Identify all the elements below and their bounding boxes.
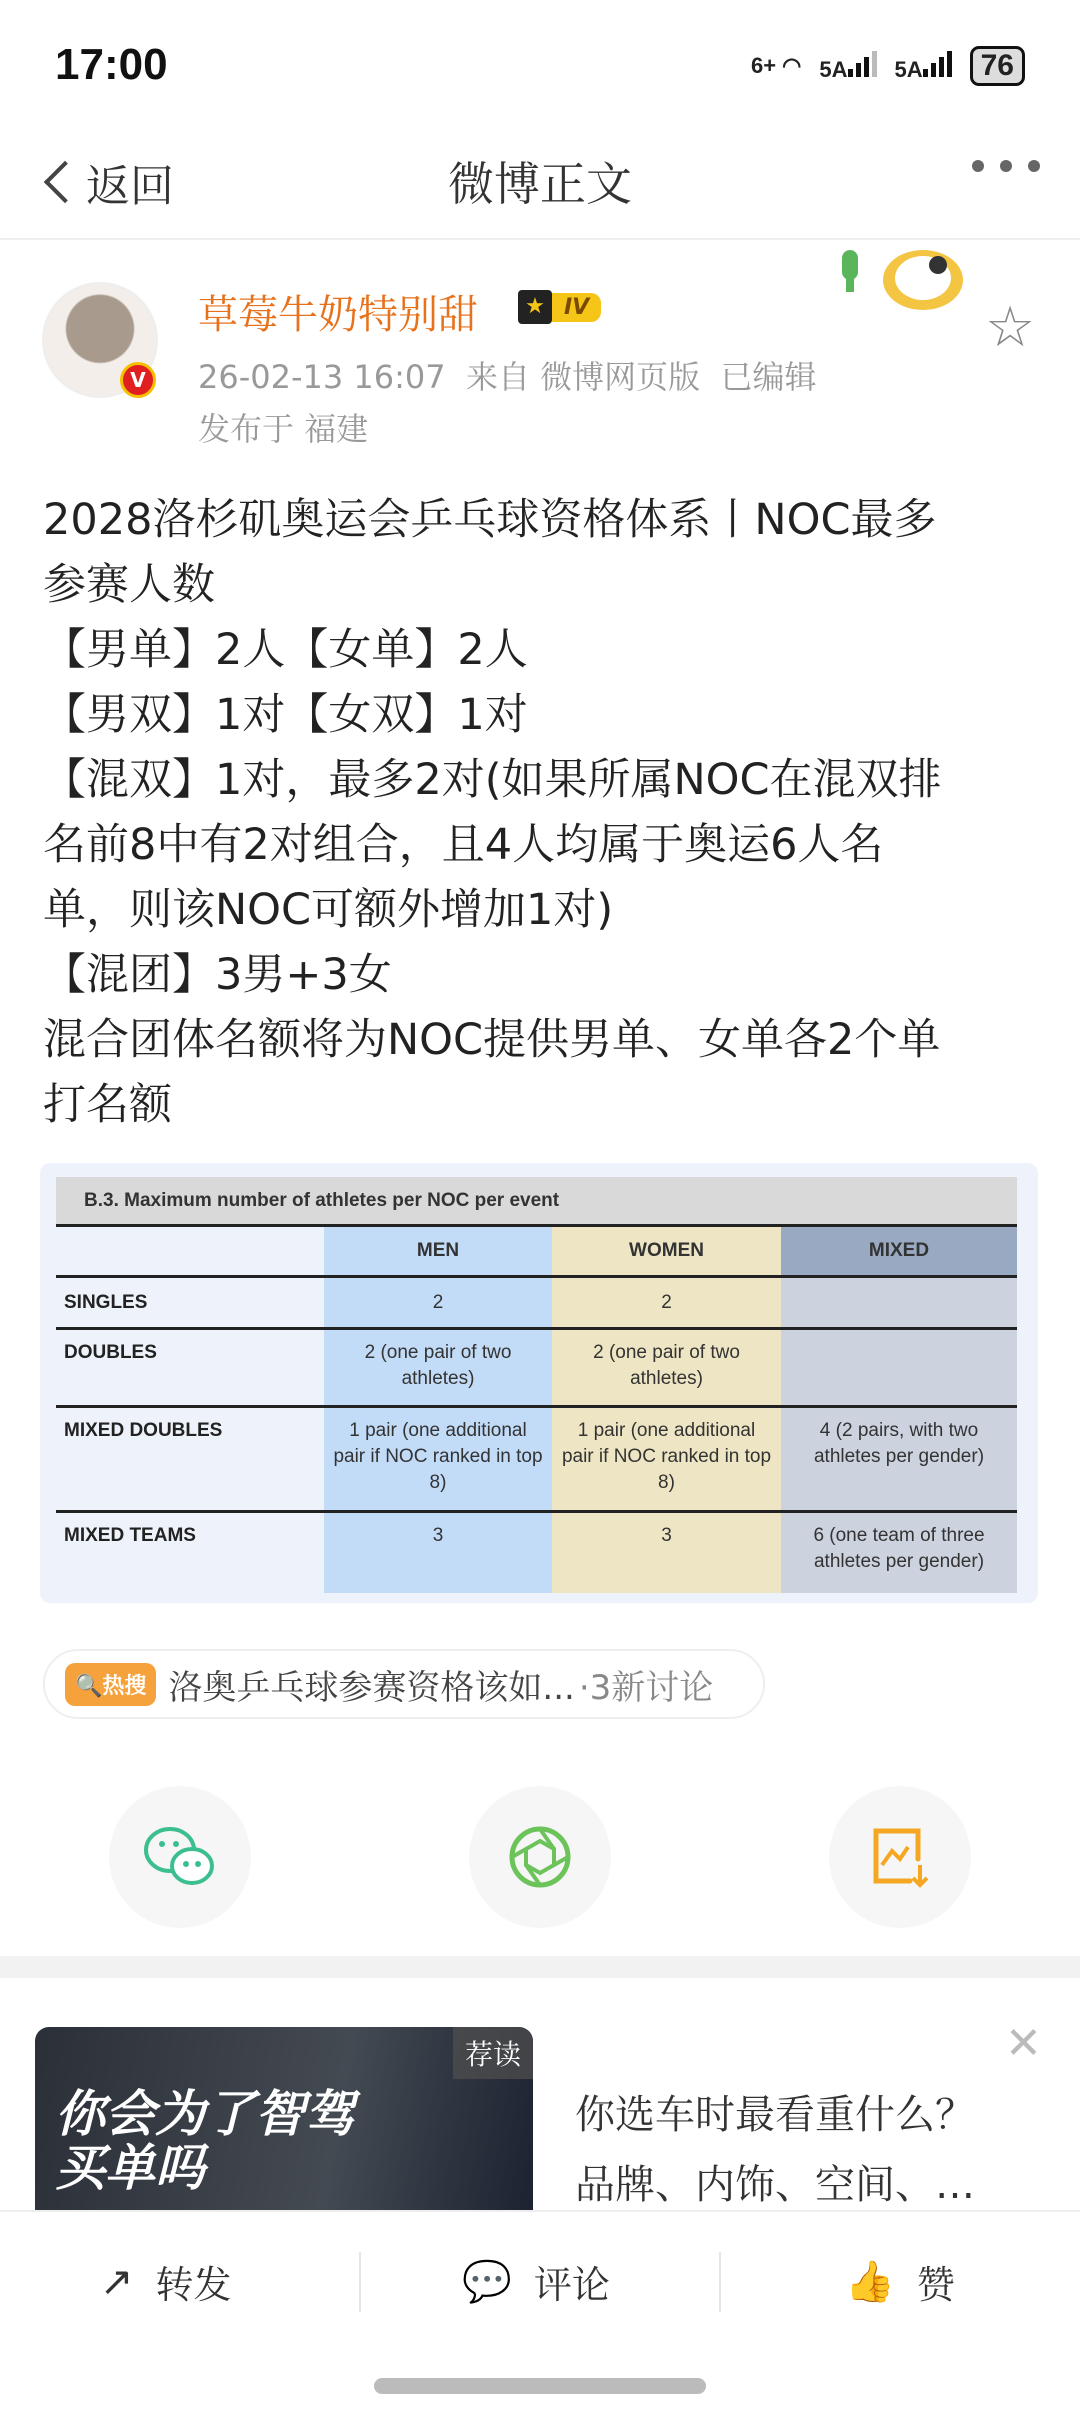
hot-search-count: ·3新讨论 <box>578 1667 714 1708</box>
thumbs-up-icon: 👍 <box>845 2259 895 2305</box>
verified-icon: V <box>120 362 156 398</box>
ad-title[interactable] <box>575 2080 975 2220</box>
table-cell: 2 (one pair of two athletes) <box>552 1330 781 1405</box>
bottom-action-bar <box>0 2210 1080 2360</box>
table-cell: 6 (one team of three athletes per gender) <box>781 1513 1017 1593</box>
table-cell: MIXED DOUBLES <box>64 1420 223 1441</box>
comment-button[interactable] <box>462 2254 610 2309</box>
comment-icon: 💬 <box>462 2259 512 2305</box>
post-body <box>43 488 942 1138</box>
star-icon[interactable]: ☆ <box>985 295 1036 360</box>
table-title: B.3. Maximum number of athletes per NOC per event <box>84 1189 560 1211</box>
signal-2-icon <box>895 49 952 83</box>
table-row <box>56 1513 1017 1593</box>
post-location: 发布于 福建 <box>198 410 369 448</box>
like-button[interactable] <box>845 2254 955 2309</box>
repost-button[interactable] <box>100 2254 232 2309</box>
table-cell: 1 pair (one additional pair if NOC ranked in top 8) <box>324 1408 552 1510</box>
table-cell: 3 <box>324 1513 552 1593</box>
wifi-icon: 6+ ◠ <box>750 53 802 78</box>
comment-label: 评论 <box>533 2263 610 2307</box>
close-icon[interactable]: ✕ <box>1005 2018 1042 2069</box>
hot-search-text: 洛奥乒乓球参赛资格该如... <box>168 1667 575 1708</box>
body-line: 打名额 <box>43 1080 172 1130</box>
table-cell: 4 (2 pairs, with two athletes per gender) <box>781 1408 1017 1510</box>
divider <box>719 2252 721 2312</box>
save-image-button[interactable] <box>829 1786 971 1928</box>
table-row <box>56 1408 1017 1513</box>
header-cell: MEN <box>324 1227 552 1275</box>
table-row <box>56 1278 1017 1330</box>
ad-tag: 荐读 <box>453 2027 533 2079</box>
table-cell: 2 <box>552 1278 781 1327</box>
repost-label: 转发 <box>155 2263 232 2307</box>
table-cell: DOUBLES <box>64 1342 157 1363</box>
signal-1-icon <box>819 49 876 83</box>
post-meta: 26-02-13 16:07 来自 微博网页版 已编辑 <box>198 358 817 396</box>
ad-headline-line: 买单吗 <box>55 2139 205 2197</box>
crown-icon: ★ <box>518 290 552 324</box>
hot-search-link[interactable] <box>43 1649 765 1719</box>
header-cell: MIXED <box>781 1227 1017 1275</box>
table-row <box>56 1330 1017 1408</box>
save-image-icon <box>870 1825 930 1889</box>
share-moments-button[interactable] <box>469 1786 611 1928</box>
share-wechat-button[interactable] <box>109 1786 251 1928</box>
hot-search-badge: 🔍热搜 <box>65 1663 156 1706</box>
section-divider <box>0 1956 1080 1978</box>
body-line: 单，则该NOC可额外增加1对) <box>43 885 614 935</box>
body-line: 参赛人数 <box>43 560 215 610</box>
body-line: 混合团体名额将为NOC提供男单、女单各2个单 <box>43 1015 941 1065</box>
divider <box>359 2252 361 2312</box>
header-cell: WOMEN <box>552 1227 781 1275</box>
table-cell: 3 <box>552 1513 781 1593</box>
table-cell <box>781 1330 1017 1405</box>
like-label: 赞 <box>916 2263 955 2307</box>
table-cell: 1 pair (one additional pair if NOC ranked in top 8) <box>552 1408 781 1510</box>
battery-icon: 76 <box>970 46 1025 86</box>
hot-badge-label: 热搜 <box>102 1673 147 1699</box>
more-dots-icon[interactable] <box>972 160 1040 172</box>
nav-bar <box>0 120 1080 240</box>
table-cell <box>781 1278 1017 1327</box>
body-line: 【混双】1对，最多2对(如果所属NOC在混双排 <box>43 755 942 805</box>
ad-image[interactable] <box>35 2027 533 2217</box>
wifi-label: 6+ <box>750 53 777 78</box>
ad-headline <box>55 2087 355 2195</box>
ad-title-line: 你选车时最看重什么？ <box>575 2092 975 2138</box>
username[interactable]: 草莓牛奶特别甜 <box>198 292 478 338</box>
table-header-row <box>56 1227 1017 1278</box>
ad-headline-line: 你会为了智驾 <box>55 2085 355 2143</box>
body-line: 【男单】2人【女单】2人 <box>43 625 528 675</box>
back-label: 返回 <box>86 161 174 212</box>
header-cell <box>56 1227 324 1275</box>
post-image-table[interactable] <box>40 1163 1038 1603</box>
signal-2-label: 5A <box>894 57 923 82</box>
table-cell: SINGLES <box>64 1291 148 1313</box>
table-cell: 2 <box>324 1278 552 1327</box>
body-line: 2028洛杉矶奥运会乒乓球资格体系丨NOC最多 <box>43 495 937 545</box>
status-time: 17:00 <box>55 40 168 89</box>
table-cell: 2 (one pair of two athletes) <box>324 1330 552 1405</box>
moments-aperture-icon <box>508 1825 572 1889</box>
body-line: 【混团】3男+3女 <box>43 950 392 1000</box>
decoration-sticker-icon <box>838 240 968 320</box>
vip-badge[interactable] <box>518 290 601 324</box>
vip-level: IV <box>552 293 601 322</box>
table-title-row <box>56 1177 1017 1227</box>
status-icons <box>751 46 1025 86</box>
page-title: 微博正文 <box>448 157 632 211</box>
home-indicator[interactable] <box>374 2378 706 2394</box>
repost-icon: ↗ <box>100 2258 134 2305</box>
table-cell: MIXED TEAMS <box>64 1525 196 1546</box>
wechat-icon <box>142 1822 218 1892</box>
signal-1-label: 5A <box>819 57 848 82</box>
body-line: 名前8中有2对组合，且4人均属于奥运6人名 <box>43 820 884 870</box>
ad-title-line: 品牌、内饰、空间、… <box>575 2162 975 2208</box>
body-line: 【男双】1对【女双】1对 <box>43 690 528 740</box>
